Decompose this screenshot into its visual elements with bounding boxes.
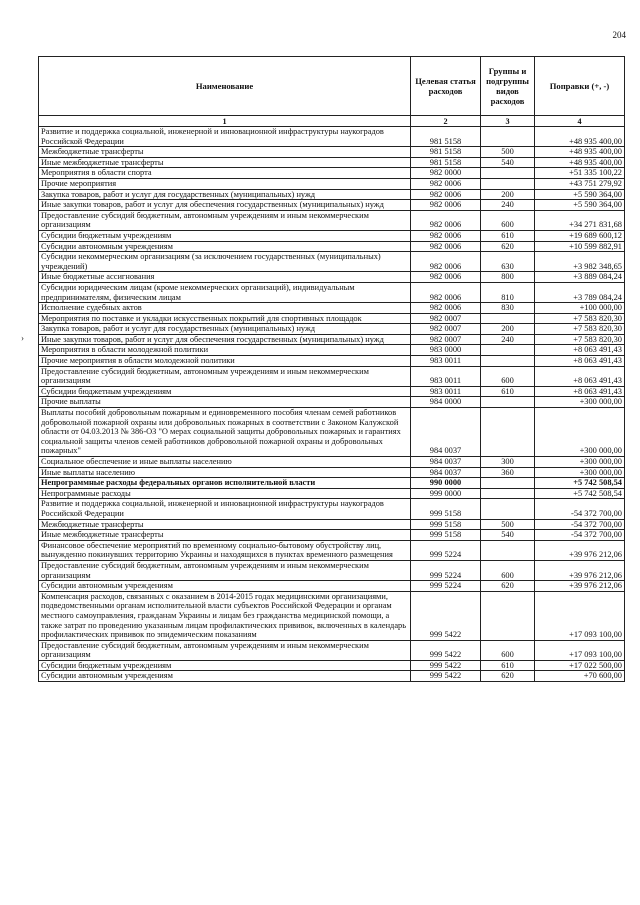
row-group bbox=[481, 591, 535, 640]
row-name: Закупка товаров, работ и услуг для государственных (муниципальных) нужд bbox=[39, 189, 411, 200]
row-name: Прочие мероприятия bbox=[39, 178, 411, 189]
row-amount: +43 751 279,92 bbox=[535, 178, 625, 189]
row-name: Компенсация расходов, связанных с оказанием в 2014-2015 годах медицинскими организациями, подведомственными органам исполнительной власти субъектов Российской Федерации и органам местного самоуправления, гражданам Украины и лицам без гражданства медицинской помощи, а также затрат по проведению указанным лицам профилактических прививок, включенных в календарь профилактических прививок по эпидемическим показаниям bbox=[39, 591, 411, 640]
table-row bbox=[39, 157, 625, 168]
row-name: Прочие выплаты bbox=[39, 397, 411, 408]
row-code: 981 5158 bbox=[411, 127, 481, 147]
row-name: Субсидии бюджетным учреждениям bbox=[39, 230, 411, 241]
row-name: Субсидии бюджетным учреждениям bbox=[39, 386, 411, 397]
row-name: Исполнение судебных актов bbox=[39, 303, 411, 314]
row-code: 999 5224 bbox=[411, 581, 481, 592]
row-amount: +5 590 364,00 bbox=[535, 189, 625, 200]
row-group: 500 bbox=[481, 147, 535, 158]
row-amount: +17 093 100,00 bbox=[535, 591, 625, 640]
row-name: Субсидии некоммерческим организациям (за исключением государственных (муниципальных) учреждений) bbox=[39, 252, 411, 272]
table-row bbox=[39, 386, 625, 397]
row-name: Прочие мероприятия в области молодежной политики bbox=[39, 356, 411, 367]
row-amount: +5 742 508,54 bbox=[535, 488, 625, 499]
row-code: 982 0006 bbox=[411, 303, 481, 314]
header-code: Целевая статья расходов bbox=[411, 57, 481, 116]
column-number-row bbox=[39, 116, 625, 127]
row-name: Иные закупки товаров, работ и услуг для обеспечения государственных (муниципальных) нужд bbox=[39, 200, 411, 211]
table-row bbox=[39, 313, 625, 324]
header-group: Группы и подгруппы видов расходов bbox=[481, 57, 535, 116]
row-amount: +8 063 491,43 bbox=[535, 356, 625, 367]
row-name: Предоставление субсидий бюджетным, автономным учреждениям и иным некоммерческим организациям bbox=[39, 366, 411, 386]
row-group: 540 bbox=[481, 530, 535, 541]
row-amount: +48 935 400,00 bbox=[535, 147, 625, 158]
table-row bbox=[39, 467, 625, 478]
table-row bbox=[39, 324, 625, 335]
row-code: 999 5422 bbox=[411, 591, 481, 640]
row-group: 620 bbox=[481, 671, 535, 682]
row-name: Субсидии автономным учреждениям bbox=[39, 581, 411, 592]
margin-mark: › bbox=[21, 333, 24, 343]
table-row bbox=[39, 560, 625, 580]
row-code: 999 5422 bbox=[411, 671, 481, 682]
table-row bbox=[39, 252, 625, 272]
row-code: 982 0007 bbox=[411, 334, 481, 345]
row-name: Субсидии юридическим лицам (кроме некоммерческих организаций), индивидуальным предпринимателям, физическим лицам bbox=[39, 282, 411, 302]
row-amount: +100 000,00 bbox=[535, 303, 625, 314]
row-code: 982 0007 bbox=[411, 313, 481, 324]
row-name: Предоставление субсидий бюджетным, автономным учреждениям и иным некоммерческим организациям bbox=[39, 640, 411, 660]
row-code: 982 0006 bbox=[411, 230, 481, 241]
row-code: 983 0011 bbox=[411, 366, 481, 386]
row-group: 240 bbox=[481, 200, 535, 211]
row-name: Субсидии бюджетным учреждениям bbox=[39, 660, 411, 671]
row-name: Межбюджетные трансферты bbox=[39, 147, 411, 158]
row-code: 983 0011 bbox=[411, 356, 481, 367]
row-amount: +7 583 820,30 bbox=[535, 334, 625, 345]
row-code: 982 0006 bbox=[411, 210, 481, 230]
column-number: 2 bbox=[411, 116, 481, 127]
row-amount: +300 000,00 bbox=[535, 457, 625, 468]
row-code: 984 0037 bbox=[411, 457, 481, 468]
row-code: 999 5158 bbox=[411, 519, 481, 530]
row-group bbox=[481, 178, 535, 189]
column-number: 4 bbox=[535, 116, 625, 127]
row-amount: +8 063 491,43 bbox=[535, 366, 625, 386]
row-amount: +70 600,00 bbox=[535, 671, 625, 682]
row-group: 200 bbox=[481, 324, 535, 335]
row-name: Закупка товаров, работ и услуг для государственных (муниципальных) нужд bbox=[39, 324, 411, 335]
row-code: 999 5158 bbox=[411, 530, 481, 541]
row-amount: -54 372 700,00 bbox=[535, 499, 625, 519]
row-code: 982 0006 bbox=[411, 241, 481, 252]
table-row bbox=[39, 282, 625, 302]
row-amount: +7 583 820,30 bbox=[535, 324, 625, 335]
row-group bbox=[481, 488, 535, 499]
row-amount: +300 000,00 bbox=[535, 467, 625, 478]
table-row bbox=[39, 519, 625, 530]
row-group: 800 bbox=[481, 272, 535, 283]
row-name: Развитие и поддержка социальной, инженерной и инновационной инфраструктуры наукоградов Российской Федерации bbox=[39, 127, 411, 147]
table-row bbox=[39, 178, 625, 189]
row-amount: +7 583 820,30 bbox=[535, 313, 625, 324]
row-name: Субсидии автономным учреждениям bbox=[39, 671, 411, 682]
row-amount: +300 000,00 bbox=[535, 408, 625, 457]
table-row bbox=[39, 660, 625, 671]
row-code: 982 0006 bbox=[411, 200, 481, 211]
table-row bbox=[39, 488, 625, 499]
row-group: 600 bbox=[481, 210, 535, 230]
row-amount: +39 976 212,06 bbox=[535, 540, 625, 560]
row-name: Выплаты пособий добровольным пожарным и единовременного пособия членам семей работников добровольной пожарной охраны или добровольных пожарных в соответствии с Законом Калужской области от 04.03.2013 № 386-ОЗ "О мерах социальной защиты добровольных пожарных и гарантиях социальной защиты членов семей работников добровольной пожарной охраны и добровольных пожарных" bbox=[39, 408, 411, 457]
row-name: Иные межбюджетные трансферты bbox=[39, 530, 411, 541]
table-row bbox=[39, 210, 625, 230]
row-amount: +3 982 348,65 bbox=[535, 252, 625, 272]
row-code: 984 0000 bbox=[411, 397, 481, 408]
row-group: 610 bbox=[481, 386, 535, 397]
row-name: Мероприятия в области молодежной политики bbox=[39, 345, 411, 356]
row-code: 999 0000 bbox=[411, 488, 481, 499]
table-row bbox=[39, 591, 625, 640]
row-group: 630 bbox=[481, 252, 535, 272]
row-name: Субсидии автономным учреждениям bbox=[39, 241, 411, 252]
row-code: 999 5422 bbox=[411, 660, 481, 671]
row-name: Непрограммные расходы bbox=[39, 488, 411, 499]
table-row bbox=[39, 640, 625, 660]
row-amount: +300 000,00 bbox=[535, 397, 625, 408]
row-code: 999 5224 bbox=[411, 540, 481, 560]
row-name: Непрограммные расходы федеральных органов исполнительной власти bbox=[39, 478, 411, 489]
row-amount: +34 271 831,68 bbox=[535, 210, 625, 230]
table-row bbox=[39, 581, 625, 592]
row-group bbox=[481, 499, 535, 519]
table-row bbox=[39, 397, 625, 408]
row-group: 620 bbox=[481, 581, 535, 592]
row-name: Мероприятия в области спорта bbox=[39, 168, 411, 179]
row-code: 999 5224 bbox=[411, 560, 481, 580]
row-amount: +19 689 600,12 bbox=[535, 230, 625, 241]
budget-table bbox=[38, 56, 625, 682]
row-group: 600 bbox=[481, 366, 535, 386]
row-name: Предоставление субсидий бюджетным, автономным учреждениям и иным некоммерческим организациям bbox=[39, 560, 411, 580]
row-code: 983 0011 bbox=[411, 386, 481, 397]
table-row bbox=[39, 530, 625, 541]
row-code: 999 5422 bbox=[411, 640, 481, 660]
row-group bbox=[481, 127, 535, 147]
row-name: Иные бюджетные ассигнования bbox=[39, 272, 411, 283]
table-row bbox=[39, 303, 625, 314]
row-code: 982 0006 bbox=[411, 189, 481, 200]
table-row bbox=[39, 540, 625, 560]
row-code: 990 0000 bbox=[411, 478, 481, 489]
row-group bbox=[481, 168, 535, 179]
table-row bbox=[39, 408, 625, 457]
row-amount: +39 976 212,06 bbox=[535, 560, 625, 580]
row-code: 982 0006 bbox=[411, 282, 481, 302]
row-group bbox=[481, 408, 535, 457]
row-name: Социальное обеспечение и иные выплаты населению bbox=[39, 457, 411, 468]
header-name: Наименование bbox=[39, 57, 411, 116]
row-name: Иные выплаты населению bbox=[39, 467, 411, 478]
row-code: 981 5158 bbox=[411, 157, 481, 168]
row-code: 982 0006 bbox=[411, 252, 481, 272]
table-row bbox=[39, 499, 625, 519]
row-group: 610 bbox=[481, 230, 535, 241]
table-row bbox=[39, 168, 625, 179]
table-row bbox=[39, 671, 625, 682]
row-group: 810 bbox=[481, 282, 535, 302]
row-group: 200 bbox=[481, 189, 535, 200]
row-group: 540 bbox=[481, 157, 535, 168]
table-body bbox=[39, 127, 625, 682]
table-row bbox=[39, 478, 625, 489]
row-amount: -54 372 700,00 bbox=[535, 530, 625, 541]
row-amount: +8 063 491,43 bbox=[535, 345, 625, 356]
row-code: 983 0000 bbox=[411, 345, 481, 356]
row-code: 982 0006 bbox=[411, 178, 481, 189]
table-row bbox=[39, 127, 625, 147]
row-group: 500 bbox=[481, 519, 535, 530]
table-row bbox=[39, 356, 625, 367]
row-code: 982 0007 bbox=[411, 324, 481, 335]
row-amount: +3 789 084,24 bbox=[535, 282, 625, 302]
row-code: 981 5158 bbox=[411, 147, 481, 158]
row-group bbox=[481, 397, 535, 408]
table-row bbox=[39, 345, 625, 356]
row-code: 982 0000 bbox=[411, 168, 481, 179]
row-amount: +48 935 400,00 bbox=[535, 127, 625, 147]
row-group bbox=[481, 540, 535, 560]
row-amount: +3 889 084,24 bbox=[535, 272, 625, 283]
row-amount: +8 063 491,43 bbox=[535, 386, 625, 397]
row-name: Иные межбюджетные трансферты bbox=[39, 157, 411, 168]
header-row bbox=[39, 57, 625, 116]
table-row bbox=[39, 200, 625, 211]
row-code: 984 0037 bbox=[411, 467, 481, 478]
table-row bbox=[39, 457, 625, 468]
row-name: Мероприятия по поставке и укладки искусственных покрытий для спортивных площадок bbox=[39, 313, 411, 324]
table-row bbox=[39, 230, 625, 241]
column-number: 1 bbox=[39, 116, 411, 127]
row-group bbox=[481, 356, 535, 367]
row-name: Иные закупки товаров, работ и услуг для обеспечения государственных (муниципальных) нужд bbox=[39, 334, 411, 345]
row-amount: +5 590 364,00 bbox=[535, 200, 625, 211]
row-code: 999 5158 bbox=[411, 499, 481, 519]
table-row bbox=[39, 366, 625, 386]
row-group: 360 bbox=[481, 467, 535, 478]
row-name: Межбюджетные трансферты bbox=[39, 519, 411, 530]
table-row bbox=[39, 189, 625, 200]
table-row bbox=[39, 241, 625, 252]
row-group: 300 bbox=[481, 457, 535, 468]
row-group: 240 bbox=[481, 334, 535, 345]
row-name: Предоставление субсидий бюджетным, автономным учреждениям и иным некоммерческим организациям bbox=[39, 210, 411, 230]
page-number: 204 bbox=[612, 30, 626, 40]
table-row bbox=[39, 272, 625, 283]
row-group: 620 bbox=[481, 241, 535, 252]
row-name: Финансовое обеспечение мероприятий по временному социально-бытовому обустройству лиц, вынужденно покинувших территорию Украины и находящихся в пунктах временного размещения bbox=[39, 540, 411, 560]
row-group bbox=[481, 345, 535, 356]
header-amount: Поправки (+, -) bbox=[535, 57, 625, 116]
row-group: 830 bbox=[481, 303, 535, 314]
row-name: Развитие и поддержка социальной, инженерной и инновационной инфраструктуры наукоградов Российской Федерации bbox=[39, 499, 411, 519]
row-amount: +10 599 882,91 bbox=[535, 241, 625, 252]
row-group: 610 bbox=[481, 660, 535, 671]
row-group bbox=[481, 478, 535, 489]
row-amount: +17 022 500,00 bbox=[535, 660, 625, 671]
row-amount: +51 335 100,22 bbox=[535, 168, 625, 179]
table-row bbox=[39, 334, 625, 345]
table-row bbox=[39, 147, 625, 158]
row-amount: +39 976 212,06 bbox=[535, 581, 625, 592]
row-amount: +5 742 508,54 bbox=[535, 478, 625, 489]
row-code: 982 0006 bbox=[411, 272, 481, 283]
row-group bbox=[481, 313, 535, 324]
row-amount: -54 372 700,00 bbox=[535, 519, 625, 530]
row-group: 600 bbox=[481, 560, 535, 580]
column-number: 3 bbox=[481, 116, 535, 127]
row-code: 984 0037 bbox=[411, 408, 481, 457]
row-amount: +17 093 100,00 bbox=[535, 640, 625, 660]
row-amount: +48 935 400,00 bbox=[535, 157, 625, 168]
row-group: 600 bbox=[481, 640, 535, 660]
